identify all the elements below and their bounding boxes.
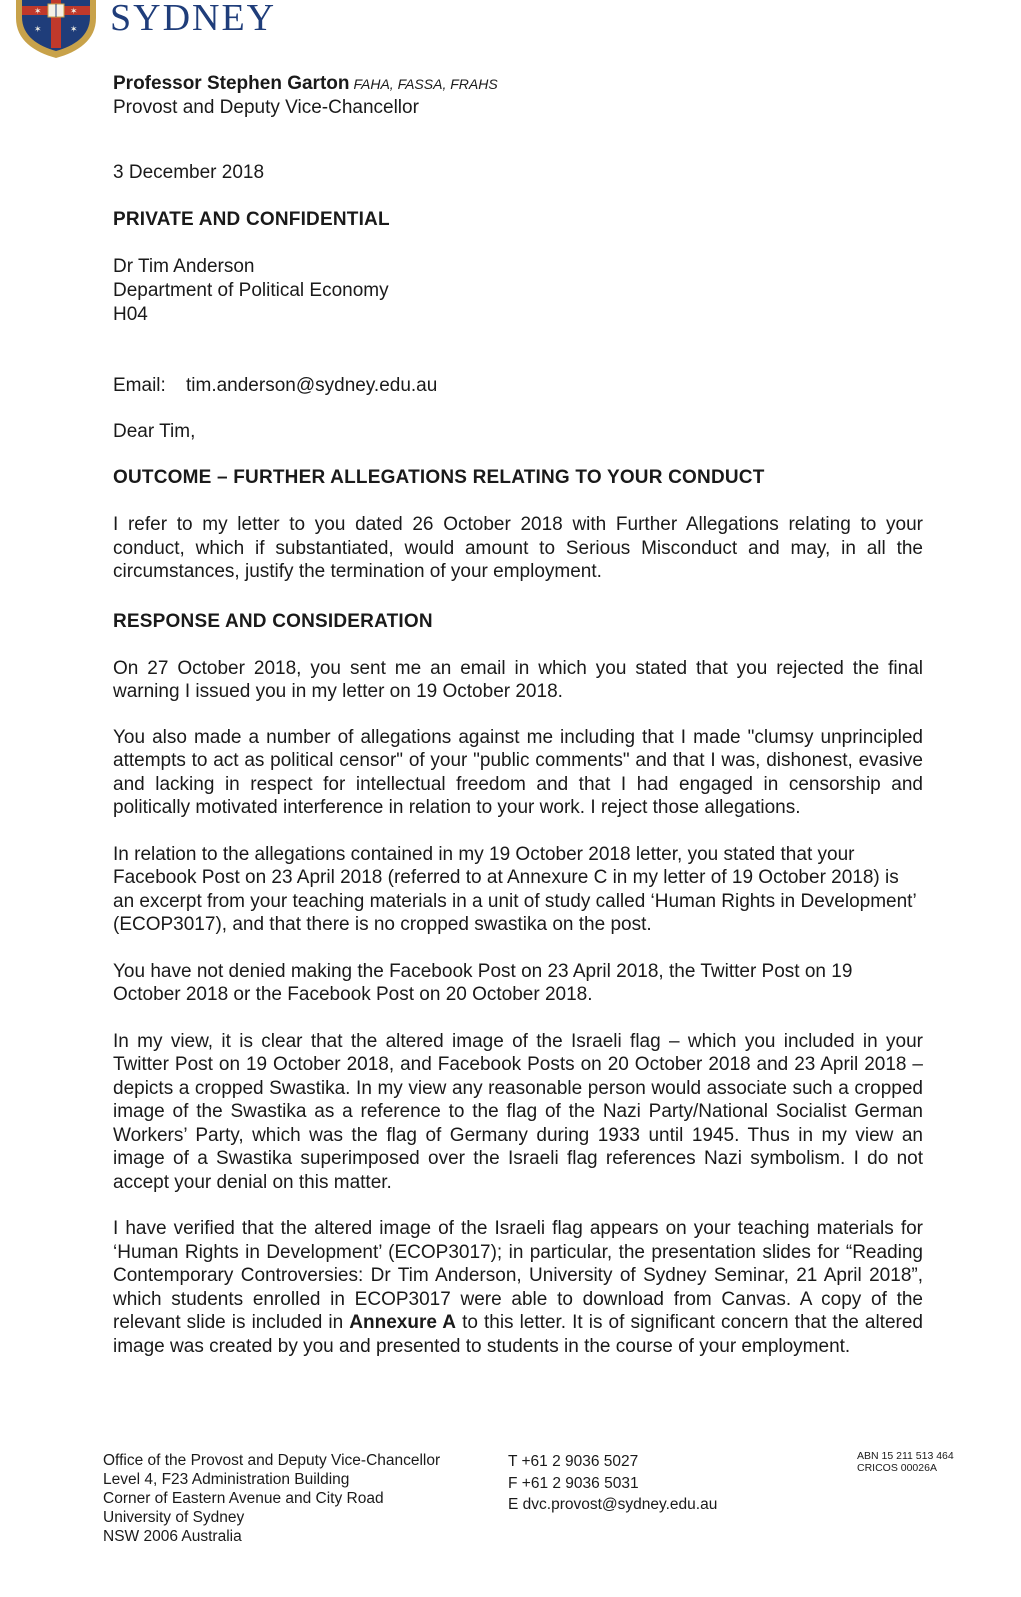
footer-address-line: Level 4, F23 Administration Building — [103, 1471, 350, 1488]
recipient-email[interactable]: tim.anderson@sydney.edu.au — [186, 375, 438, 396]
footer-address-line: Office of the Provost and Deputy Vice-Chancellor — [103, 1452, 441, 1469]
sender-name: Professor Stephen Garton — [113, 73, 350, 94]
recipient-block — [113, 255, 923, 327]
svg-text:✶: ✶ — [70, 25, 78, 35]
sender-postnominals: FAHA, FASSA, FRAHS — [353, 76, 498, 92]
section-heading: RESPONSE AND CONSIDERATION — [113, 610, 433, 632]
footer-phone: T +61 2 9036 5027 — [508, 1453, 639, 1470]
body-paragraph: In my view, it is clear that the altered image of the Israeli flag – which you included in your Twitter Post on 19 October 2018, and Facebook Posts on 20 October 2018 and 23 April 2018 – depicts a cropped Swastika. In my view any reasonable person would associate such a cropped image of the Swastika as a reference to the flag of the Nazi Party/National Socialist German Workers’ Party, which was the flag of Germany during 1933 until 1945. Thus in my view an image of a Swastika superimposed over the Israeli flag references Nazi symbolism. I do not accept your denial on this matter. — [113, 1030, 923, 1193]
sender-title: Provost and Deputy Vice-Chancellor — [113, 97, 419, 118]
body-paragraph: In relation to the allegations contained in my 19 October 2018 letter, you stated that your Facebook Post on 23 April 2018 (referred to at Annexure C in my letter of 19 October 2018) is an excerpt from your teaching materials in a unit of study called ‘Human Rights in Development’ (ECOP3017), and that there is no cropped swastika on the post. — [113, 843, 916, 935]
body-paragraph: You have not denied making the Facebook Post on 23 April 2018, the Twitter Post on 19 October 2018 or the Facebook Post on 20 October 2018. — [113, 960, 853, 1005]
body-paragraph: You also made a number of allegations against me including that I made "clumsy unprincipled attempts to act as political censor" of your "public comments" and that I was, dishonest, evasive and lacking in respect for intellectual freedom and that I had engaged in censorship and politically motivated interference in relation to your work. I reject those allegations. — [113, 726, 923, 818]
recipient-email-line — [113, 374, 923, 398]
footer-registration — [857, 1450, 954, 1474]
salutation: Dear Tim, — [113, 421, 196, 442]
footer-abn: ABN 15 211 513 464 — [857, 1450, 954, 1462]
letter-date: 3 December 2018 — [113, 162, 265, 183]
footer-cricos: CRICOS 00026A — [857, 1462, 937, 1474]
letter-footer — [0, 1451, 1021, 1591]
sender-block — [113, 72, 923, 96]
footer-contact — [508, 1451, 717, 1516]
body-paragraph: On 27 October 2018, you sent me an email in which you stated that you rejected the final warning I issued you in my letter on 19 October 2018. — [113, 657, 923, 702]
svg-text:✶: ✶ — [34, 7, 42, 17]
recipient-building: H04 — [113, 304, 148, 325]
intro-paragraph: I refer to my letter to you dated 26 October 2018 with Further Allegations relating to your conduct, which if substantiated, would amount to Serious Misconduct and may, in all the circumstances, justify the termination of your employment. — [113, 514, 923, 582]
university-crest-logo — [14, 0, 98, 58]
footer-email[interactable]: E dvc.provost@sydney.edu.au — [508, 1496, 718, 1513]
recipient-department: Department of Political Economy — [113, 280, 389, 301]
svg-text:✶: ✶ — [70, 7, 78, 17]
university-name: SYDNEY — [110, 0, 277, 39]
email-label: Email: — [113, 375, 166, 396]
footer-fax: F +61 2 9036 5031 — [508, 1474, 639, 1492]
footer-address-line: University of Sydney — [103, 1509, 245, 1526]
svg-text:✶: ✶ — [34, 25, 42, 35]
final-paragraph — [113, 1217, 923, 1358]
final-paragraph-text: to this letter. It is of significant concern that the altered image was created by you and presented to students in the course of your employment. — [113, 1312, 923, 1357]
footer-address-line: Corner of Eastern Avenue and City Road — [103, 1490, 384, 1507]
footer-address-line: NSW 2006 Australia — [103, 1528, 242, 1545]
recipient-name: Dr Tim Anderson — [113, 256, 255, 277]
letter-body — [113, 72, 923, 1358]
subject-heading: OUTCOME – FURTHER ALLEGATIONS RELATING TO YOUR CONDUCT — [113, 467, 765, 488]
final-paragraph-text: I have verified that the altered image of the Israeli flag appears on your teaching materials for ‘Human Rights in Development’ (ECOP3017); in particular, the presentation slides for “Reading Contemporary Controversies: Dr Tim Anderson, University of Sydney Seminar, 21 April 2018”, which students enrolled in ECOP3017 were able to download from Canvas. A copy of the relevant slide is included in — [113, 1218, 923, 1333]
annexure-reference: Annexure A — [349, 1312, 456, 1333]
footer-address — [103, 1451, 440, 1546]
classification-heading: PRIVATE AND CONFIDENTIAL — [113, 209, 390, 230]
